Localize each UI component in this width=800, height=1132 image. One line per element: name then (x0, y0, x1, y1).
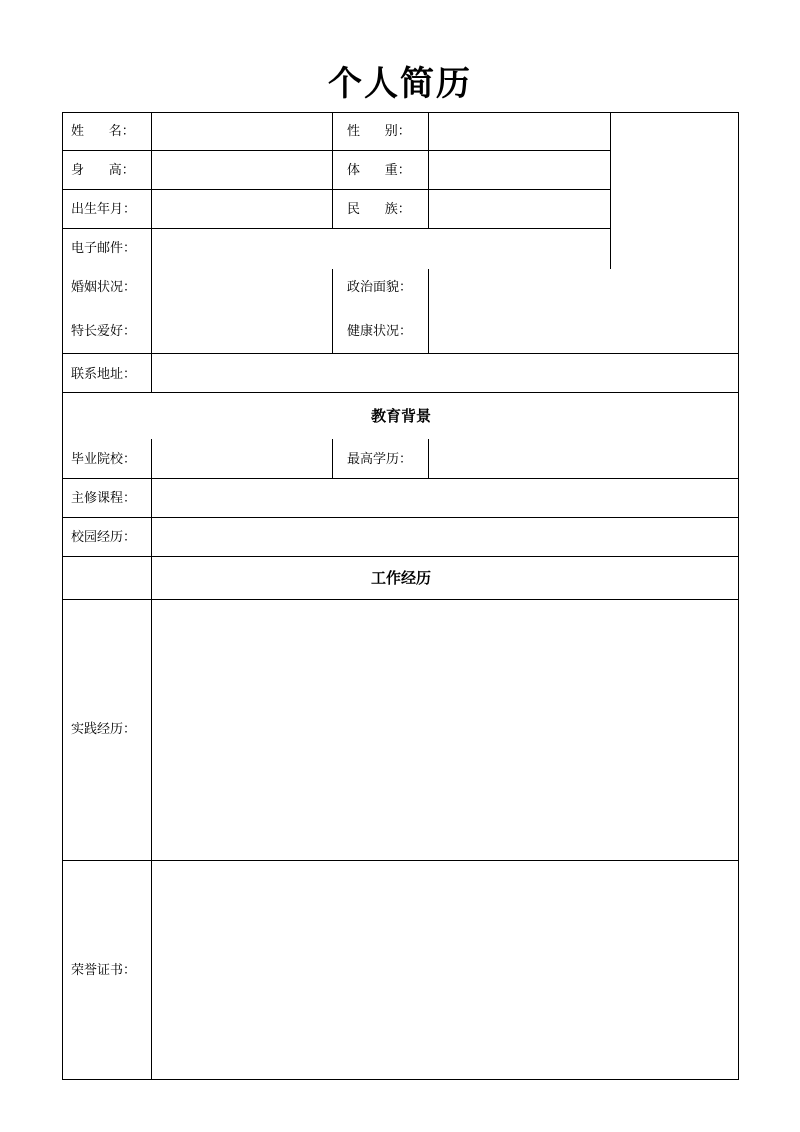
health-field[interactable] (429, 310, 738, 353)
weight-field[interactable] (429, 151, 610, 189)
height-field[interactable] (152, 151, 332, 189)
birth-field[interactable] (152, 190, 332, 228)
height-label: 身 高： (71, 163, 135, 178)
marital-field[interactable] (152, 269, 332, 309)
table-border-right (738, 112, 739, 1080)
practice-field[interactable] (152, 600, 738, 860)
address-field[interactable] (152, 354, 738, 392)
gender-label: 性 别： (347, 124, 411, 139)
health-label: 健康状况： (347, 324, 413, 339)
campus-field[interactable] (152, 518, 738, 556)
row-divider (62, 392, 739, 393)
courses-field[interactable] (152, 479, 738, 517)
political-label: 政治面貌： (347, 280, 413, 295)
school-field[interactable] (152, 440, 332, 478)
hobbies-field[interactable] (152, 310, 332, 353)
column-divider (332, 269, 333, 354)
column-divider (332, 439, 333, 479)
ethnicity-label: 民 族： (347, 202, 411, 217)
address-label: 联系地址： (71, 367, 137, 382)
page-title: 个人简历 (328, 64, 472, 104)
honors-field[interactable] (152, 861, 738, 1079)
weight-label: 体 重： (347, 163, 411, 178)
photo-area[interactable] (611, 113, 738, 268)
degree-field[interactable] (429, 440, 738, 478)
gender-field[interactable] (429, 113, 610, 150)
education-section-title: 教育背景 (370, 407, 431, 425)
hobbies-label: 特长爱好： (71, 324, 137, 339)
birth-label: 出生年月： (71, 202, 137, 217)
degree-label: 最高学历： (347, 452, 413, 467)
column-divider (332, 112, 333, 229)
courses-label: 主修课程： (71, 491, 137, 506)
honors-label: 荣誉证书： (71, 963, 137, 978)
campus-label: 校园经历： (71, 530, 137, 545)
school-label: 毕业院校： (71, 452, 137, 467)
work-section-title: 工作经历 (370, 569, 431, 587)
practice-label: 实践经历： (71, 722, 137, 737)
row-divider (62, 556, 739, 557)
email-field[interactable] (152, 229, 610, 269)
name-field[interactable] (152, 113, 332, 150)
ethnicity-field[interactable] (429, 190, 610, 228)
marital-label: 婚姻状况： (71, 280, 137, 295)
email-label: 电子邮件： (71, 241, 137, 256)
name-label: 姓 名： (71, 124, 135, 139)
table-border-bottom (62, 1079, 739, 1080)
political-field[interactable] (429, 269, 738, 309)
table-border-left (62, 112, 63, 1080)
